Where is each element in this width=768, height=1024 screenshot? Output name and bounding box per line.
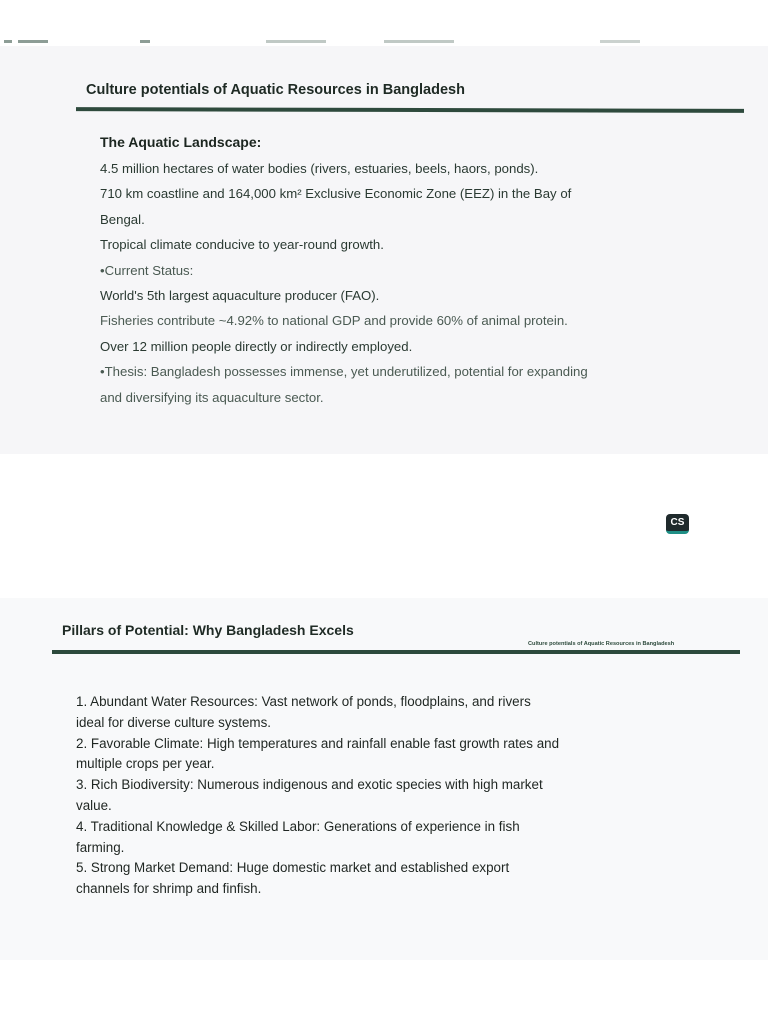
body-line: 710 km coastline and 164,000 km² Exclusive Economic Zone (EEZ) in the Bay of [100, 186, 572, 202]
body-line: World's 5th largest aquaculture producer (FAO). [100, 288, 380, 304]
body-line: •Thesis: Bangladesh possesses immense, yet underutilized, potential for expanding [100, 364, 588, 380]
list-item [76, 775, 736, 817]
list-item-line: 1. Abundant Water Resources: Vast network of ponds, floodplains, and rivers [76, 694, 531, 709]
slide-title: Culture potentials of Aquatic Resources in Bangladesh [86, 82, 465, 98]
body-line: •Current Status: [100, 262, 194, 278]
list-item-line: 3. Rich Biodiversity: Numerous indigenous and exotic species with high market [76, 777, 543, 793]
slide-subtitle-tag: Culture potentials of Aquatic Resources in Bangladesh [528, 641, 675, 647]
body-line: Fisheries contribute ~4.92% to national GDP and provide 60% of animal protein. [100, 313, 568, 329]
slide-pillars-of-potential [0, 598, 768, 960]
list-item [76, 734, 736, 776]
body-line: 4.5 million hectares of water bodies (rivers, estuaries, beels, haors, ponds). [100, 161, 539, 176]
list-item [76, 858, 736, 900]
body-line: Over 12 million people directly or indirectly employed. [100, 338, 413, 354]
camscanner-logo-icon: CS [666, 514, 689, 534]
slide-aquatic-landscape [0, 46, 768, 454]
list-item-line: 4. Traditional Knowledge & Skilled Labor: Generations of experience in fish [76, 818, 520, 834]
body-line: Tropical climate conducive to year-round growth. [100, 237, 384, 253]
list-item-line: ideal for diverse culture systems. [76, 714, 271, 730]
body-line: and diversifying its aquaculture sector. [100, 389, 324, 405]
list-item [76, 817, 736, 859]
slide-body [100, 134, 740, 410]
list-item [76, 692, 736, 734]
list-item-line: channels for shrimp and finfish. [76, 881, 262, 897]
list-item-line: multiple crops per year. [76, 756, 215, 772]
body-line: Bengal. [100, 211, 145, 227]
list-item-line: 5. Strong Market Demand: Huge domestic market and established export [76, 860, 510, 876]
pillars-list [76, 692, 736, 900]
list-item-line: farming. [76, 839, 125, 855]
title-divider [76, 107, 744, 113]
slide-title: Pillars of Potential: Why Bangladesh Excels [62, 622, 354, 638]
section-heading: The Aquatic Landscape: [100, 134, 262, 150]
title-divider [52, 650, 740, 654]
list-item-line: 2. Favorable Climate: High temperatures and rainfall enable fast growth rates and [76, 735, 560, 751]
list-item-line: value. [76, 797, 112, 813]
